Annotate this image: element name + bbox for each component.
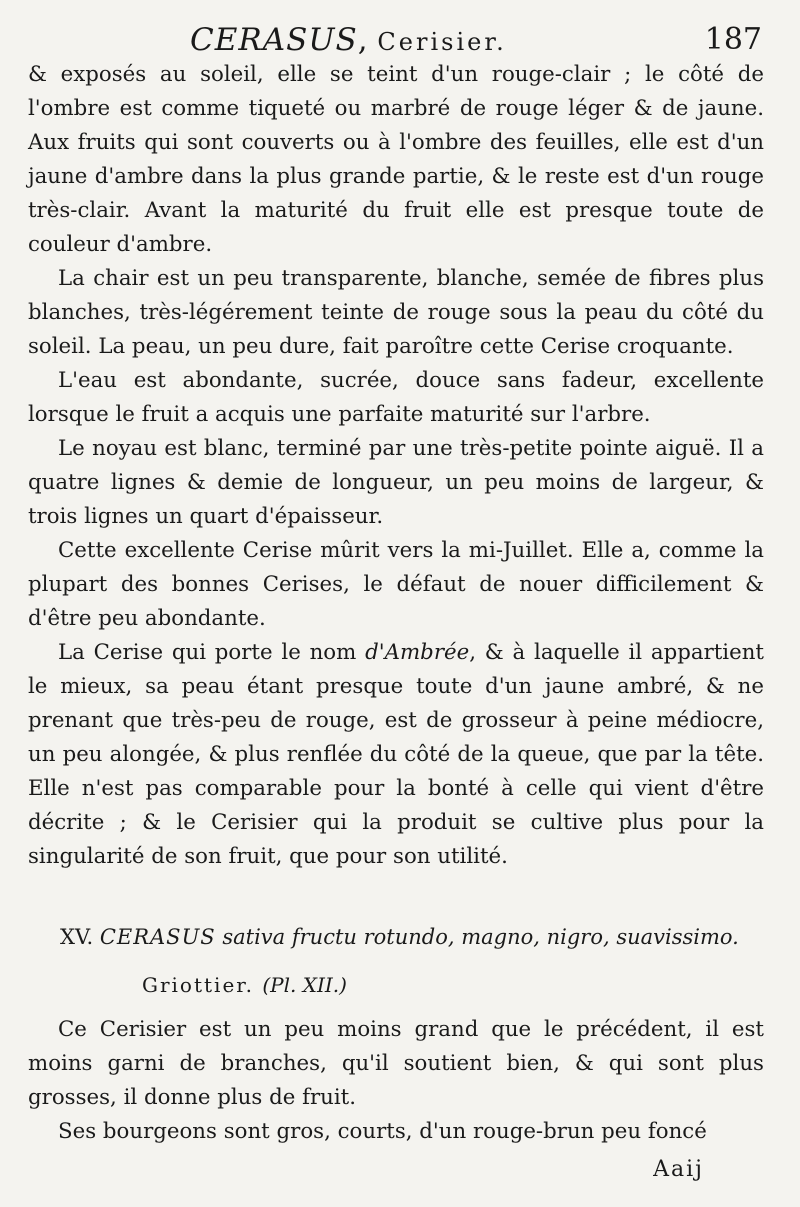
running-header (30, 18, 762, 62)
french-name: Griottier. (142, 973, 255, 997)
section-text (28, 1013, 764, 1149)
para6-after: , & à laquelle il appartient le mieux, sa peau étant presque toute d'un jaune ambré, & ne prenant que très-peu de rouge, est de grosseur à peine médiocre, un peu alongée, & plus renflée du côté de la queue, que par la tête. Elle n'est pas comparable pour la bonté à celle qui vient d'être décrite ; & le Cerisier qui la produit se cultive plus pour la singularité de son fruit, que pour son utilité. (28, 640, 764, 869)
header-latin: CERASUS (190, 22, 358, 58)
page-number: 187 (704, 22, 762, 57)
section-latin-rest: sativa fructu rotundo, magno, nigro, suavissimo. (222, 925, 739, 949)
signature-mark: Aaij (653, 1157, 704, 1182)
header-french: Cerisier. (377, 28, 507, 56)
paragraph-2: La chair est un peu transparente, blanche, semée de fibres plus blanches, très-légérement teinte de rouge sous la peau du côté du soleil. La peau, un peu dure, fait paroître cette Cerise croquante. (28, 266, 764, 359)
section-heading (60, 920, 770, 954)
main-text (28, 58, 764, 874)
section-paragraph-2: Ses bourgeons sont gros, courts, d'un rouge-brun peu foncé (58, 1119, 707, 1144)
paragraph-4: Le noyau est blanc, terminé par une très-petite pointe aiguë. Il a quatre lignes & demie de longueur, un peu moins de largeur, & trois lignes un quart d'épaisseur. (28, 436, 764, 529)
variety-name: d'Ambrée (365, 640, 470, 665)
section-number: XV. (60, 925, 94, 949)
paragraph-5: Cette excellente Cerise mûrit vers la mi-Juillet. Elle a, comme la plupart des bonnes Cerises, le défaut de nouer difficilement & d'être peu abondante. (28, 538, 764, 631)
paragraph-1: & exposés au soleil, elle se teint d'un rouge-clair ; le côté de l'ombre est comme tiqueté ou marbré de rouge léger & de jaune. Aux fruits qui sont couverts ou à l'ombre des feuilles, elle est d'un jaune d'ambre dans la plus grande partie, & le reste est d'un rouge très-clair. Avant la maturité du fruit elle est presque toute de couleur d'ambre. (28, 62, 764, 257)
header-separator: , (357, 22, 368, 58)
plate-reference: (Pl. XII.) (262, 973, 347, 997)
section-latin-caps: CERASUS (99, 925, 216, 949)
paragraph-3: L'eau est abondante, sucrée, douce sans fadeur, excellente lorsque le fruit a acquis une parfaite maturité sur l'arbre. (28, 368, 764, 427)
variety-heading (142, 970, 347, 1000)
para6-before: La Cerise qui porte le nom (58, 640, 366, 665)
section-paragraph-1: Ce Cerisier est un peu moins grand que le précédent, il est moins garni de branches, qu'il soutient bien, & qui sont plus grosses, il donne plus de fruit. (28, 1017, 764, 1110)
paragraph-6 (28, 636, 764, 874)
